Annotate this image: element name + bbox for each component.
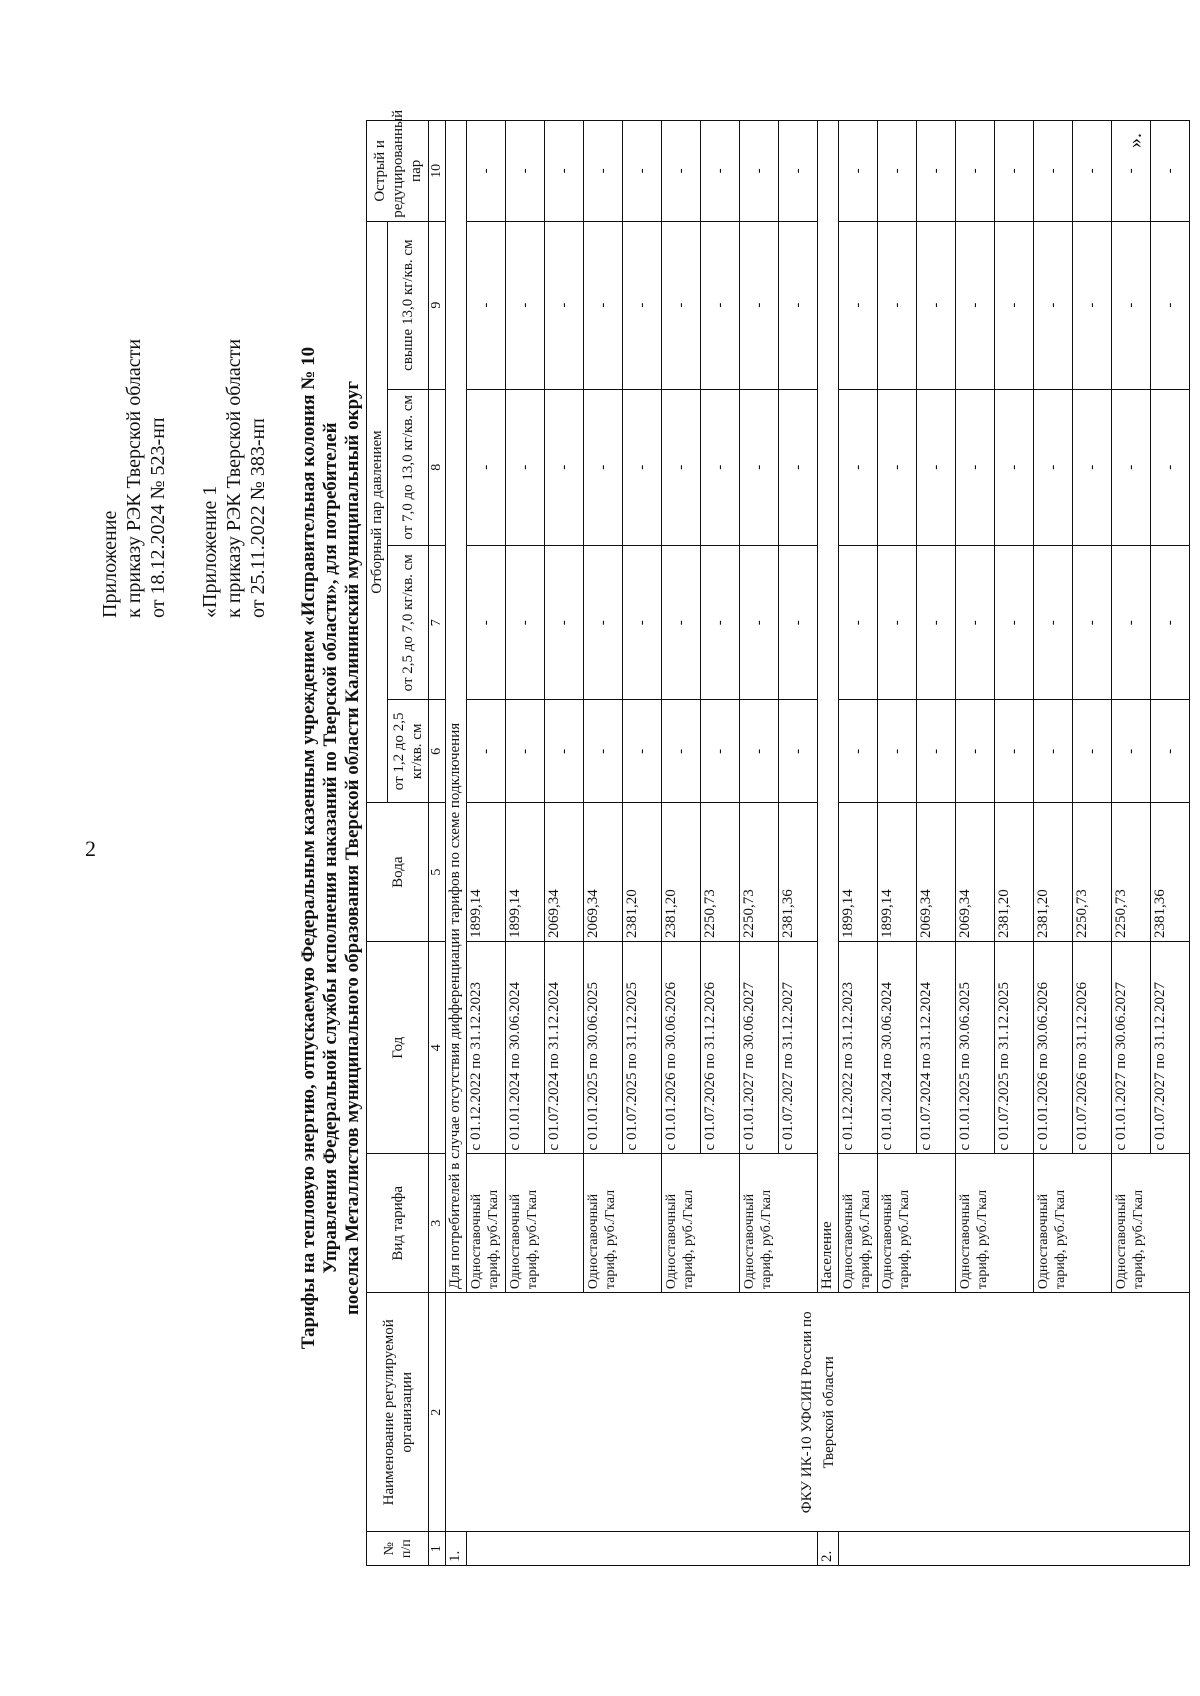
steam-value-s2: - — [584, 546, 623, 700]
steam-value-s2: - — [701, 546, 740, 700]
steam-value-s3: - — [623, 389, 662, 546]
section-number: 2. — [818, 1532, 839, 1566]
steam-value-s4: - — [1034, 221, 1073, 389]
header-steam-4: свыше 13,0 кг/кв. см — [388, 221, 429, 389]
steam-value-s1: - — [839, 700, 878, 803]
steam-value-s5: - — [839, 121, 878, 222]
steam-value-s5: - — [995, 121, 1034, 222]
steam-value-s1: - — [917, 700, 956, 803]
section-row — [446, 121, 467, 1566]
column-number: 7 — [429, 546, 446, 700]
header-steam-1: от 1,2 до 2,5 кг/кв. см — [388, 700, 429, 803]
period-cell: с 01.07.2026 по 31.12.2026 — [1073, 941, 1112, 1153]
water-value: 2069,34 — [956, 803, 995, 942]
tariff-type-cell: Одноставочный тариф, руб./Гкал — [662, 1154, 740, 1293]
period-cell: с 01.07.2024 по 31.12.2024 — [917, 941, 956, 1153]
column-number: 10 — [429, 121, 446, 222]
document-title — [298, 120, 364, 1576]
steam-value-s5: - — [545, 121, 584, 222]
water-value: 2381,20 — [1034, 803, 1073, 942]
appendix-original-line: от 25.11.2022 № 383-нп — [247, 418, 269, 618]
steam-value-s1: - — [878, 700, 917, 803]
period-cell: с 01.07.2027 по 31.12.2027 — [1151, 941, 1190, 1153]
tariff-type-cell: Одноставочный тариф, руб./Гкал — [584, 1154, 662, 1293]
water-value: 1899,14 — [839, 803, 878, 942]
steam-value-s3: - — [506, 389, 545, 546]
steam-value-s2: - — [662, 546, 701, 700]
steam-value-s4: - — [995, 221, 1034, 389]
steam-value-s3: - — [467, 389, 506, 546]
steam-value-s2: - — [1151, 546, 1190, 700]
header-tariff-type: Вид тарифа — [367, 1154, 429, 1293]
steam-value-s4: - — [701, 221, 740, 389]
steam-value-s3: - — [917, 389, 956, 546]
water-value: 2381,20 — [623, 803, 662, 942]
steam-value-s1: - — [623, 700, 662, 803]
period-cell: с 01.01.2027 по 30.06.2027 — [740, 941, 779, 1153]
section-number: 1. — [446, 1532, 467, 1566]
period-cell: с 01.07.2025 по 31.12.2025 — [623, 941, 662, 1153]
column-number: 4 — [429, 941, 446, 1153]
steam-value-s1: - — [467, 700, 506, 803]
section-label: Для потребителей в случае отсутствия дифференциации тарифов по схеме подключения — [446, 121, 467, 1293]
title-line: Управления Федеральной службы исполнения наказаний по Тверской области», для потребителей — [320, 422, 341, 1274]
period-cell: с 01.01.2027 по 30.06.2027 — [1112, 941, 1151, 1153]
steam-value-s1: - — [545, 700, 584, 803]
water-value: 1899,14 — [506, 803, 545, 942]
steam-value-s5: - — [779, 121, 818, 222]
steam-value-s1: - — [701, 700, 740, 803]
steam-value-s1: - — [740, 700, 779, 803]
steam-value-s3: - — [584, 389, 623, 546]
steam-value-s4: - — [584, 221, 623, 389]
period-cell: с 01.01.2026 по 30.06.2026 — [1034, 941, 1073, 1153]
steam-value-s3: - — [1034, 389, 1073, 546]
header-steam-2: от 2,5 до 7,0 кг/кв. см — [388, 546, 429, 700]
steam-value-s2: - — [839, 546, 878, 700]
appendix-current — [98, 339, 170, 618]
steam-value-s4: - — [545, 221, 584, 389]
water-value: 1899,14 — [467, 803, 506, 942]
steam-value-s5: - — [878, 121, 917, 222]
steam-value-s2: - — [1073, 546, 1112, 700]
steam-value-s5: - — [662, 121, 701, 222]
steam-value-s4: - — [467, 221, 506, 389]
water-value: 1899,14 — [878, 803, 917, 942]
table-body — [446, 121, 1190, 1566]
steam-value-s2: - — [878, 546, 917, 700]
header-steam-group: Отборный пар давлением — [367, 221, 388, 803]
section-number-span — [839, 1532, 1190, 1566]
period-cell: с 01.12.2022 по 31.12.2023 — [467, 941, 506, 1153]
period-cell: с 01.01.2025 по 30.06.2025 — [956, 941, 995, 1153]
steam-value-s1: - — [662, 700, 701, 803]
water-value: 2069,34 — [917, 803, 956, 942]
column-number: 6 — [429, 700, 446, 803]
tariff-type-cell: Одноставочный тариф, руб./Гкал — [506, 1154, 584, 1293]
water-value: 2250,73 — [740, 803, 779, 942]
steam-value-s1: - — [506, 700, 545, 803]
tariff-type-cell: Одноставочный тариф, руб./Гкал — [878, 1154, 956, 1293]
tariff-type-cell: Одноставочный тариф, руб./Гкал — [1112, 1154, 1190, 1293]
tariff-type-cell: Одноставочный тариф, руб./Гкал — [467, 1154, 506, 1293]
steam-value-s2: - — [467, 546, 506, 700]
steam-value-s1: - — [1112, 700, 1151, 803]
steam-value-s3: - — [1073, 389, 1112, 546]
water-value: 2381,36 — [779, 803, 818, 942]
steam-value-s3: - — [662, 389, 701, 546]
steam-value-s1: - — [779, 700, 818, 803]
steam-value-s2: - — [917, 546, 956, 700]
steam-value-s3: - — [878, 389, 917, 546]
steam-value-s3: - — [740, 389, 779, 546]
column-number: 1 — [429, 1532, 446, 1566]
header-num: № п/п — [367, 1532, 429, 1566]
steam-value-s2: - — [545, 546, 584, 700]
steam-value-s5: - — [1151, 121, 1190, 222]
header-steam-3: от 7,0 до 13,0 кг/кв. см — [388, 389, 429, 546]
steam-value-s4: - — [917, 221, 956, 389]
steam-value-s5: - — [1112, 121, 1151, 222]
header-water: Вода — [367, 803, 429, 942]
steam-value-s3: - — [545, 389, 584, 546]
tariff-type-cell: Одноставочный тариф, руб./Гкал — [839, 1154, 878, 1293]
period-cell: с 01.01.2024 по 30.06.2024 — [506, 941, 545, 1153]
steam-value-s5: - — [701, 121, 740, 222]
steam-value-s5: - — [1034, 121, 1073, 222]
steam-value-s5: - — [506, 121, 545, 222]
steam-value-s3: - — [995, 389, 1034, 546]
period-cell: с 01.07.2025 по 31.12.2025 — [995, 941, 1034, 1153]
appendix-current-line: от 18.12.2024 № 523-нп — [147, 417, 169, 618]
appendix-current-line: к приказу РЭК Тверской области — [123, 338, 145, 618]
header-year: Год — [367, 941, 429, 1153]
steam-value-s1: - — [584, 700, 623, 803]
steam-value-s4: - — [839, 221, 878, 389]
water-value: 2250,73 — [1112, 803, 1151, 942]
title-line: поселка Металлистов муниципального образования Тверской области Калининский муниципальный округ — [342, 380, 363, 1316]
tariff-type-cell: Одноставочный тариф, руб./Гкал — [956, 1154, 1034, 1293]
steam-value-s4: - — [506, 221, 545, 389]
steam-value-s3: - — [1151, 389, 1190, 546]
steam-value-s4: - — [623, 221, 662, 389]
column-number: 5 — [429, 803, 446, 942]
period-cell: с 01.07.2024 по 31.12.2024 — [545, 941, 584, 1153]
steam-value-s2: - — [1034, 546, 1073, 700]
tariff-type-cell: Одноставочный тариф, руб./Гкал — [1034, 1154, 1112, 1293]
steam-value-s1: - — [995, 700, 1034, 803]
steam-value-s3: - — [1112, 389, 1151, 546]
steam-value-s2: - — [1112, 546, 1151, 700]
steam-value-s4: - — [1112, 221, 1151, 389]
steam-value-s3: - — [779, 389, 818, 546]
org-name-cell: ФКУ ИК-10 УФСИН России по Тверской области — [446, 1293, 1190, 1532]
steam-value-s5: - — [467, 121, 506, 222]
steam-value-s2: - — [740, 546, 779, 700]
steam-value-s2: - — [956, 546, 995, 700]
appendix-original-line: к приказу РЭК Тверской области — [223, 338, 245, 618]
period-cell: с 01.07.2027 по 31.12.2027 — [779, 941, 818, 1153]
water-value: 2250,73 — [1073, 803, 1112, 942]
period-cell: с 01.12.2022 по 31.12.2023 — [839, 941, 878, 1153]
steam-value-s4: - — [662, 221, 701, 389]
water-value: 2069,34 — [584, 803, 623, 942]
steam-value-s1: - — [1151, 700, 1190, 803]
steam-value-s2: - — [779, 546, 818, 700]
water-value: 2250,73 — [701, 803, 740, 942]
steam-value-s5: - — [623, 121, 662, 222]
steam-value-s5: - — [740, 121, 779, 222]
page-number: 2 — [85, 836, 96, 861]
period-cell: с 01.01.2024 по 30.06.2024 — [878, 941, 917, 1153]
steam-value-s4: - — [1151, 221, 1190, 389]
header-org: Наименование регулируемой организации — [367, 1293, 429, 1532]
steam-value-s3: - — [839, 389, 878, 546]
column-number: 8 — [429, 389, 446, 546]
steam-value-s5: - — [956, 121, 995, 222]
steam-value-s2: - — [506, 546, 545, 700]
water-value: 2069,34 — [545, 803, 584, 942]
appendix-original-line: «Приложение 1 — [199, 485, 221, 618]
column-number: 3 — [429, 1154, 446, 1293]
steam-value-s3: - — [701, 389, 740, 546]
section-number-span — [467, 1532, 818, 1566]
steam-value-s3: - — [956, 389, 995, 546]
steam-value-s4: - — [956, 221, 995, 389]
header-row — [367, 121, 388, 1566]
period-cell: с 01.01.2025 по 30.06.2025 — [584, 941, 623, 1153]
appendix-original — [198, 339, 270, 618]
water-value: 2381,20 — [662, 803, 701, 942]
column-number: 2 — [429, 1293, 446, 1532]
steam-value-s1: - — [956, 700, 995, 803]
steam-value-s5: - — [1073, 121, 1112, 222]
steam-value-s5: - — [917, 121, 956, 222]
appendix-current-line: Приложение — [99, 510, 121, 618]
steam-value-s4: - — [740, 221, 779, 389]
section-label: Население — [818, 121, 839, 1293]
steam-value-s2: - — [995, 546, 1034, 700]
tariff-table — [366, 109, 1190, 1566]
steam-value-s4: - — [878, 221, 917, 389]
steam-value-s2: - — [623, 546, 662, 700]
steam-value-s1: - — [1034, 700, 1073, 803]
steam-value-s4: - — [1073, 221, 1112, 389]
steam-value-s5: - — [584, 121, 623, 222]
column-number: 9 — [429, 221, 446, 389]
period-cell: с 01.01.2026 по 30.06.2026 — [662, 941, 701, 1153]
steam-value-s1: - — [1073, 700, 1112, 803]
steam-value-s4: - — [779, 221, 818, 389]
column-number-row — [429, 121, 446, 1566]
water-value: 2381,36 — [1151, 803, 1190, 942]
title-line: Тарифы на тепловую энергию, отпускаемую Федеральным казенным учреждением «Исправительная колония № 10 — [298, 346, 319, 1350]
header-sharp-steam: Острый и редуцированный пар — [367, 121, 429, 222]
water-value: 2381,20 — [995, 803, 1034, 942]
tariff-type-cell: Одноставочный тариф, руб./Гкал — [740, 1154, 818, 1293]
closing-mark: ». — [1124, 133, 1146, 148]
period-cell: с 01.07.2026 по 31.12.2026 — [701, 941, 740, 1153]
